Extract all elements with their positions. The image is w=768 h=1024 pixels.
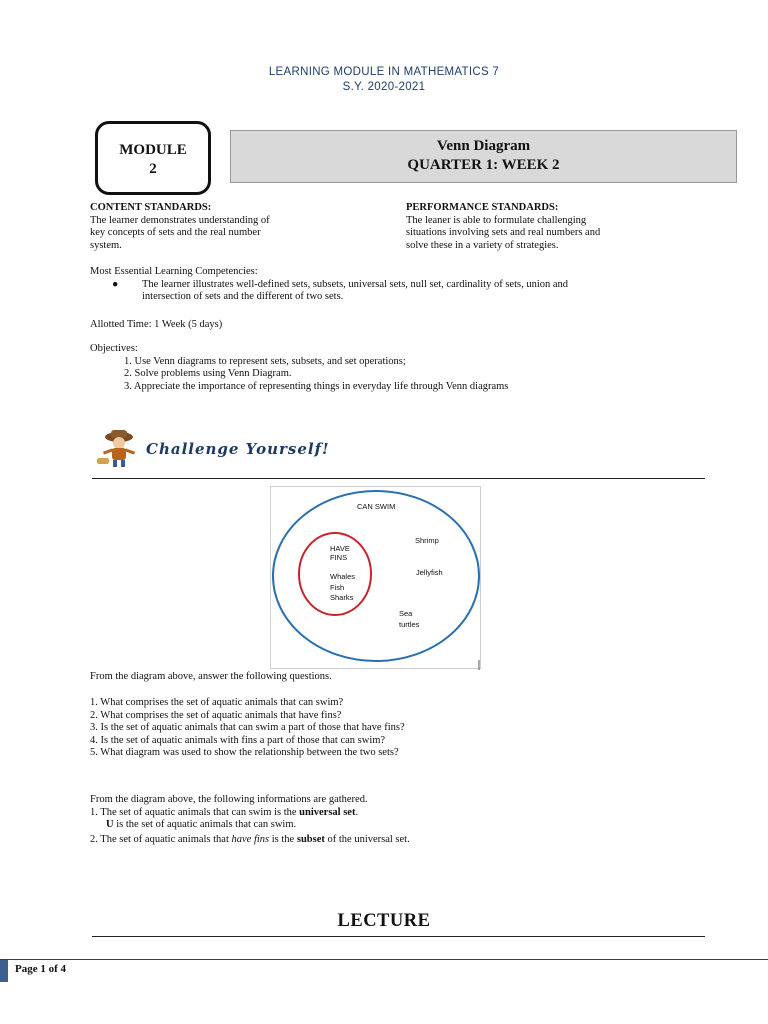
objective-item: 3. Appreciate the importance of representing things in everyday life through Venn diagrams (124, 380, 509, 392)
info-term: subset (296, 833, 325, 845)
info-line (90, 819, 710, 832)
module-label: MODULE (119, 142, 187, 158)
info-text: 2. The set of aquatic animals that (90, 833, 232, 845)
competency-line: The learner illustrates well-defined sets, subsets, universal sets, null set, cardinality of sets, union and (142, 278, 569, 290)
content-standards-line: system. (90, 239, 122, 251)
universal-member-line: Sea (399, 609, 413, 618)
performance-standards-line: situations involving sets and real numbers and (406, 227, 601, 239)
objectives-heading: Objectives: (90, 343, 138, 354)
competency-item (90, 279, 690, 292)
info-text: is the set of aquatic animals that can swim. (113, 819, 297, 831)
question-item: 3. Is the set of aquatic animals that can swim a part of those that have fins? (90, 722, 405, 734)
question-item: 2. What comprises the set of aquatic animals that have fins? (90, 709, 342, 721)
competencies (90, 266, 690, 304)
subset-label-line: HAVE (330, 544, 350, 553)
questions-intro: From the diagram above, answer the following questions. (90, 671, 332, 682)
info-term: universal set (299, 806, 356, 818)
universal-member-line: turtles (399, 619, 420, 629)
document-title: LEARNING MODULE IN MATHEMATICS 7 (268, 66, 500, 78)
module-number: 2 (149, 161, 157, 177)
universal-set-label: CAN SWIM (357, 502, 396, 511)
footer-accent (0, 960, 8, 982)
universal-member: Jellyfish (416, 568, 443, 577)
info-text: is the (269, 833, 297, 845)
subset-member: Whales (330, 572, 356, 581)
info-section (90, 794, 710, 846)
question-item: 5. What diagram was used to show the relationship between the two sets? (90, 747, 399, 759)
bullet: ● (112, 278, 119, 290)
info-intro: From the diagram above, the following informations are gathered. (90, 794, 368, 805)
performance-standards-line: The leaner is able to formulate challenging (406, 214, 587, 226)
objectives (90, 343, 710, 393)
divider-line (92, 478, 705, 479)
performance-standards-line: solve these in a variety of strategies. (406, 239, 559, 251)
info-text: . (355, 806, 359, 818)
info-line (90, 807, 710, 820)
info-term: U (106, 819, 114, 831)
subset-label (330, 544, 350, 562)
objective-item: 1. Use Venn diagrams to represent sets, subsets, and set operations; (124, 355, 406, 367)
universal-member: Shrimp (415, 536, 439, 545)
module-box (95, 121, 211, 195)
venn-diagram (270, 486, 482, 670)
competency-line: intersection of sets and the different of two sets. (142, 291, 344, 303)
page-number: Page 1 of 4 (15, 963, 67, 975)
question-item: 1. What comprises the set of aquatic animals that can swim? (90, 697, 344, 708)
divider-line (92, 936, 705, 937)
quarter-week: QUARTER 1: WEEK 2 (407, 157, 560, 173)
competencies-heading: Most Essential Learning Competencies: (90, 266, 258, 277)
objective-item: 2. Solve problems using Venn Diagram. (124, 368, 292, 380)
questions-list (90, 697, 710, 760)
subset-label-line: FINS (330, 553, 348, 562)
content-standards-heading: CONTENT STANDARDS: (90, 202, 212, 213)
info-text: of the universal set. (324, 833, 410, 845)
content-standards-line: The learner demonstrates understanding of (90, 214, 270, 226)
school-year: S.Y. 2020-2021 (342, 81, 426, 93)
question-item: 4. Is the set of aquatic animals with fins a part of those that can swim? (90, 734, 386, 746)
subset-member: Sharks (330, 593, 354, 602)
allotted-time: Allotted Time: 1 Week (5 days) (90, 319, 223, 330)
mascot-icon (95, 428, 145, 468)
subset-member: Fish (330, 582, 345, 592)
info-text: 1. The set of aquatic animals that can swim is the (90, 806, 300, 818)
performance-standards-heading: PERFORMANCE STANDARDS: (406, 202, 559, 213)
universal-member (399, 609, 419, 630)
performance-standards (406, 202, 666, 252)
info-line (90, 834, 710, 847)
topic-title: Venn Diagram (436, 138, 531, 154)
info-italic: have fins (231, 833, 270, 845)
content-standards (90, 202, 330, 252)
footer-line (0, 959, 768, 960)
lecture-heading: LECTURE (337, 911, 431, 931)
challenge-banner: Challenge Yourself! (146, 440, 330, 458)
subset-members (330, 572, 355, 604)
title-box (230, 130, 737, 183)
content-standards-line: key concepts of sets and the real number (90, 227, 261, 239)
